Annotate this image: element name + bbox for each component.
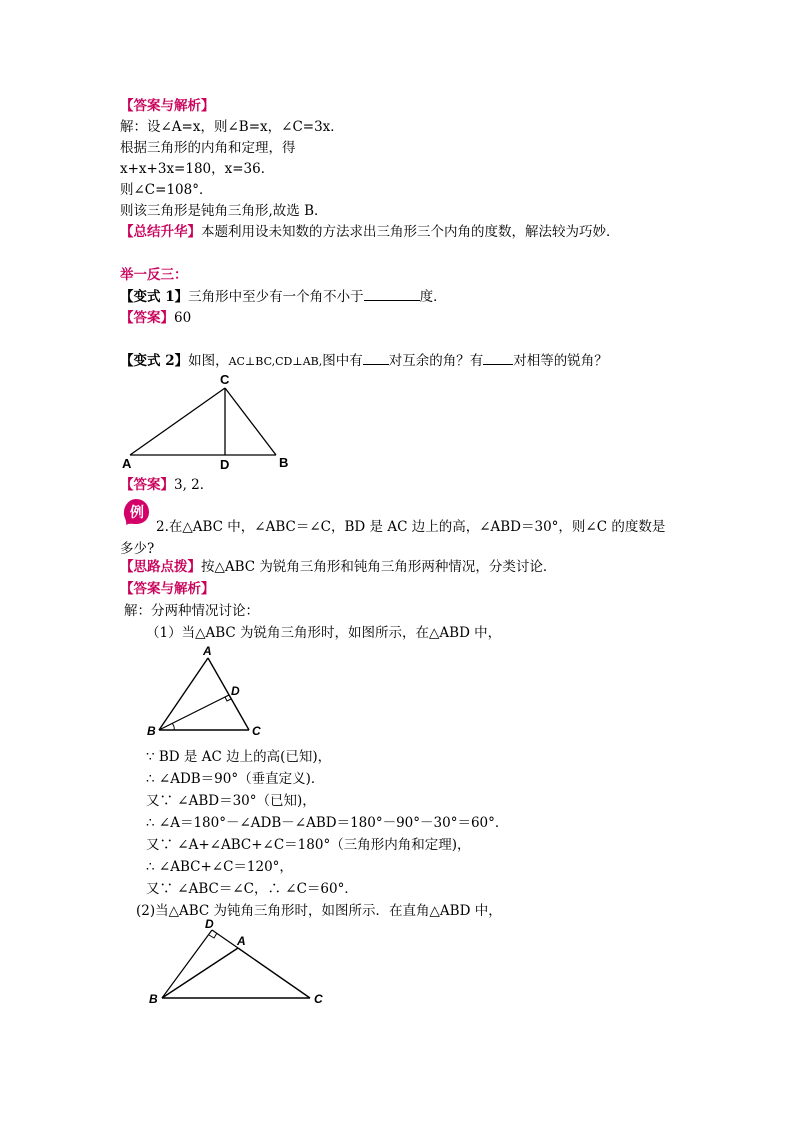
- proof-line-7: 又∵ ∠ABC＝∠C，∴ ∠C＝60°．: [146, 881, 358, 897]
- right-angle-mark: [209, 933, 217, 938]
- example2-hint-text: 按△ABC 为锐角三角形和钝角三角形两种情况，分类讨论．: [201, 559, 557, 575]
- label-a: A: [237, 934, 246, 948]
- variant1-answer-tag: 【答案】: [120, 310, 174, 326]
- label-d: D: [205, 917, 214, 931]
- proof-line-3: 又∵ ∠ABD＝30°（已知)，: [146, 793, 316, 809]
- label-b: B: [279, 455, 289, 470]
- label-c: C: [314, 992, 323, 1006]
- example2-hint: [120, 558, 556, 576]
- variant2-answer-tag: 【答案】: [120, 477, 174, 493]
- variant2-figure: [118, 368, 298, 474]
- answer-header-1: 【答案与解析】: [120, 98, 215, 114]
- variant2-answer: [120, 476, 213, 494]
- label-c: C: [220, 372, 230, 387]
- example-badge-icon: [121, 497, 151, 527]
- variant1-answer: [120, 309, 191, 327]
- summary-text: 本题利用设未知数的方法求出三角形三个内角的度数，解法较为巧妙．: [201, 224, 620, 240]
- label-d: D: [231, 684, 240, 698]
- segment-ac: [130, 388, 225, 455]
- proof-line-6: ∴ ∠ABC+∠C＝120°，: [146, 859, 293, 875]
- proof-line-1: ∵ BD 是 AC 边上的高(已知)，: [146, 749, 332, 765]
- segment-ac: [208, 658, 249, 730]
- label-d: D: [220, 457, 230, 472]
- variant2-answer-value: 3, 2．: [174, 477, 214, 493]
- summary-tag: 【总结升华】: [120, 224, 201, 240]
- segment-ba: [159, 658, 208, 730]
- variant2-text-a: 如图，: [188, 353, 229, 369]
- variant1-tag: 【变式 1】: [120, 289, 189, 305]
- example2-hint-tag: 【思路点拨】: [120, 559, 201, 575]
- case2-figure: [144, 914, 334, 1014]
- variant2-text-d: 对互余的角？有: [388, 353, 484, 369]
- solution-line-1: 解：设∠A=x，则∠B=x，∠C=3x．: [120, 119, 344, 135]
- label-b: B: [149, 992, 158, 1006]
- example2-question-line-1: 2.在△ABC 中，∠ABC＝∠C，BD 是 AC 边上的高，∠ABD＝30°，则∠C 的度数是: [156, 519, 666, 535]
- variant1-text-after: 度．: [419, 289, 447, 305]
- segment-ac: [238, 948, 310, 998]
- example-badge-text: 例: [130, 505, 144, 521]
- segment-bd: [159, 695, 229, 730]
- segment-ba: [162, 948, 238, 998]
- proof-line-5: 又∵ ∠A+∠ABC+∠C＝180°（三角形内角和定理)，: [146, 837, 471, 853]
- variant1-answer-value: 60: [174, 310, 192, 326]
- example2-answer-header: 【答案与解析】: [120, 581, 215, 597]
- variant1-blank: [364, 288, 420, 301]
- label-c: C: [252, 724, 261, 738]
- example2-solution-intro: 解：分两种情况讨论：: [124, 603, 259, 619]
- case1-figure: [140, 642, 280, 742]
- proof-line-2: ∴ ∠ADB＝90°（垂直定义)．: [146, 771, 325, 787]
- label-a: A: [203, 644, 212, 658]
- variant1-question: [120, 288, 447, 306]
- label-a: A: [122, 456, 132, 471]
- summary-line: [120, 223, 620, 241]
- variant1-text-before: 三角形中至少有一个角不小于: [188, 289, 364, 305]
- example2-case1: （1）当△ABC 为锐角三角形时，如图所示，在△ABD 中，: [146, 625, 502, 641]
- variant2-text-b: AC⊥BC,CD⊥AB,: [228, 355, 323, 368]
- variant2-tag: 【变式 2】: [120, 353, 189, 369]
- variant2-blank-1: [363, 352, 389, 365]
- variant2-text-e: 对相等的锐角？: [513, 353, 608, 369]
- solution-line-3: x+x+3x=180，x=36．: [120, 161, 275, 177]
- solution-line-2: 根据三角形的内角和定理，得: [120, 140, 296, 156]
- example2-case2: (2)当△ABC 为钝角三角形时，如图所示．在直角△ABD 中，: [136, 903, 502, 919]
- variant2-blank-2: [483, 352, 513, 365]
- label-b: B: [147, 724, 156, 738]
- practice-heading: 举一反三：: [120, 267, 188, 283]
- solution-line-5: 则该三角形是钝角三角形,故选 B．: [120, 203, 328, 219]
- solution-line-4: 则∠C=108°．: [120, 182, 213, 198]
- segment-bc: [225, 388, 276, 455]
- angle-arc: [172, 723, 174, 730]
- segment-da: [212, 930, 238, 948]
- example2-question-line-2: 多少?: [120, 541, 155, 557]
- segment-bd: [162, 930, 212, 998]
- proof-line-4: ∴ ∠A＝180°－∠ADB－∠ABD＝180°－90°－30°＝60°．: [146, 815, 509, 831]
- variant2-text-c: 图中有: [322, 353, 363, 369]
